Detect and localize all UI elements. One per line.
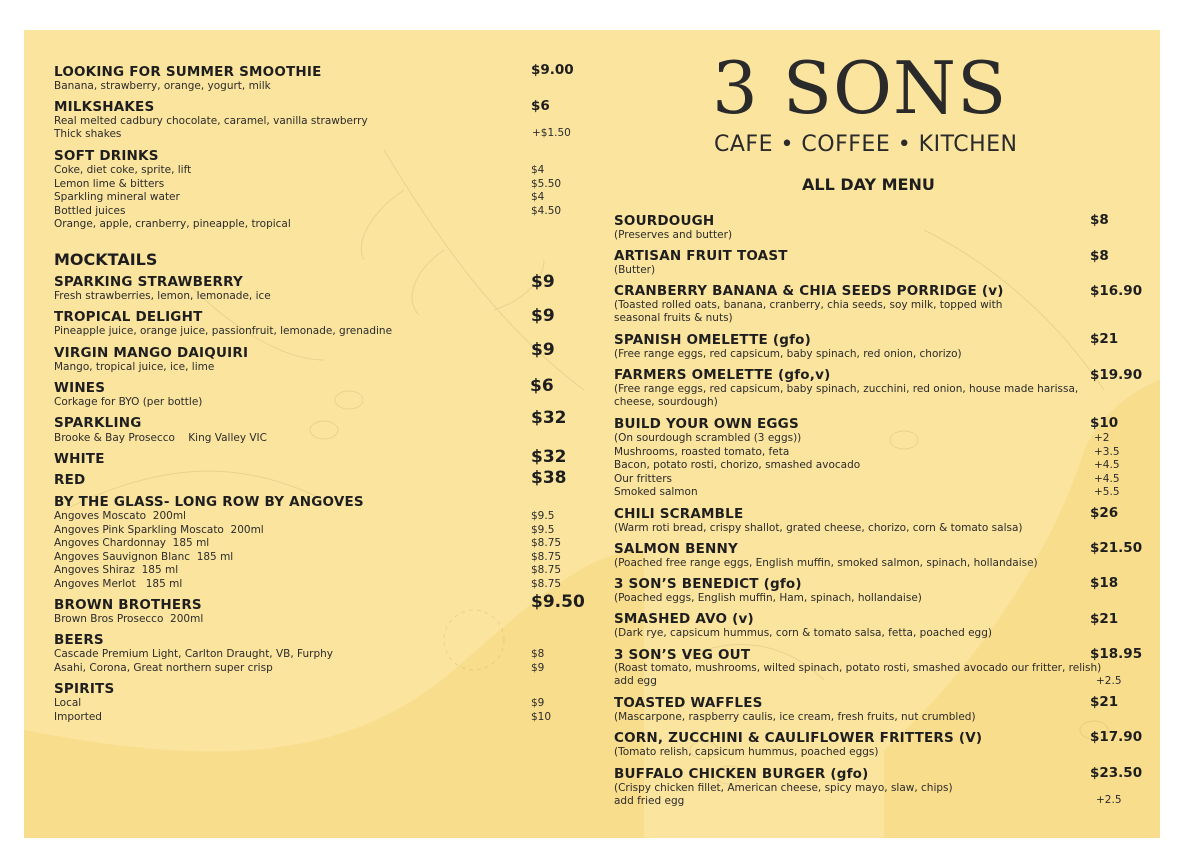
section-title: SPIRITS (54, 681, 115, 697)
item-title: CORN, ZUCCHINI & CAULIFLOWER FRITTERS (V) (614, 730, 983, 746)
list-beers-prices (531, 648, 544, 675)
list-item-price: $10 (531, 710, 552, 723)
item-price: $32 (531, 408, 567, 428)
brand-tagline: CAFE • COFFEE • KITCHEN (714, 132, 1018, 157)
list-item: Angoves Chardonnay 185 ml (54, 537, 210, 549)
list-soft-drinks-prices (531, 164, 561, 218)
item-price: $8 (1090, 212, 1109, 228)
item-price: $6 (530, 376, 554, 396)
item-sub: add fried egg (614, 795, 685, 807)
menu-title: ALL DAY MENU (802, 175, 935, 194)
list-item-price: $9.5 (531, 510, 555, 522)
item-desc: (Mascarpone, raspberry caulis, ice cream, fresh fruits, nut crumbled) (614, 711, 976, 723)
item-price: $9.00 (531, 62, 574, 78)
item-desc: (Dark rye, capsicum hummus, corn & tomato salsa, fetta, poached egg) (614, 627, 992, 639)
list-item: Angoves Pink Sparkling Moscato 200ml (54, 523, 264, 536)
item-title: VIRGIN MANGO DAIQUIRI (54, 345, 249, 361)
section-title: BY THE GLASS- LONG ROW BY ANGOVES (54, 494, 364, 510)
list-item: Mushrooms, roasted tomato, feta (614, 445, 790, 458)
item-price: $9 (531, 272, 555, 292)
item-price: $8 (1090, 248, 1109, 264)
list-item-price: $8.75 (531, 537, 562, 549)
item-sub-price: +2.5 (1096, 675, 1122, 687)
list-item-price: $4 (531, 164, 545, 176)
item-title: SOURDOUGH (614, 213, 715, 229)
list-item-price: +5.5 (1094, 486, 1120, 498)
list-item: Angoves Shiraz 185 ml (54, 564, 179, 576)
item-desc: Mango, tropical juice, ice, lime (54, 361, 215, 373)
item-price: $21 (1090, 694, 1119, 710)
item-title: MILKSHAKES (54, 99, 155, 115)
list-item-price: $9 (531, 697, 545, 709)
list-item: Bottled juices (54, 204, 126, 217)
item-title: CRANBERRY BANANA & CHIA SEEDS PORRIDGE (v) (614, 283, 1004, 299)
section-title: SOFT DRINKS (54, 148, 159, 164)
item-desc: (Roast tomato, mushrooms, wilted spinach, potato rosti, smashed avocado our fritter, relish) (614, 662, 1102, 674)
list-item: Angoves Moscato 200ml (54, 510, 186, 522)
item-desc: Fresh strawberries, lemon, lemonade, ice (54, 290, 271, 302)
item-title: WINES (54, 380, 106, 396)
item-title: RED (54, 472, 86, 488)
list-item: Sparkling mineral water (54, 191, 180, 203)
item-price: $16.90 (1090, 283, 1143, 299)
list-item-price: +2 (1094, 432, 1110, 444)
item-desc: Brown Bros Prosecco 200ml (54, 613, 204, 625)
list-by-glass (54, 510, 264, 591)
item-price: $18 (1090, 575, 1119, 591)
item-desc: (Free range eggs, red capsicum, baby spinach, red onion, chorizo) (614, 348, 962, 360)
list-byo-eggs (614, 432, 860, 500)
item-desc: Brooke & Bay Prosecco King Valley VIC (54, 432, 267, 444)
item-desc: (Poached eggs, English muffin, Ham, spinach, hollandaise) (614, 592, 922, 604)
item-price: $6 (531, 98, 550, 114)
item-price: $10 (1090, 415, 1119, 431)
list-spirits-prices (531, 697, 551, 724)
item-price: $32 (531, 447, 567, 467)
menu-sheet (24, 30, 1160, 838)
list-item-price: $8.75 (531, 577, 562, 590)
list-item-price: $9.5 (531, 523, 555, 536)
item-desc: Banana, strawberry, orange, yogurt, milk (54, 80, 271, 92)
item-title: SPARKING STRAWBERRY (54, 274, 243, 290)
item-price: $21 (1090, 611, 1119, 627)
item-sub-price: +$1.50 (532, 127, 571, 139)
list-item-price: $5.50 (531, 177, 562, 190)
list-item-price: $9 (531, 661, 545, 674)
item-desc: (Poached free range eggs, English muffin, smoked salmon, spinach, hollandaise) (614, 557, 1038, 569)
list-item-price: $8.75 (531, 550, 562, 563)
item-desc: (Tomato relish, capsicum hummus, poached eggs) (614, 746, 879, 758)
item-desc: Corkage for BYO (per bottle) (54, 396, 203, 408)
item-title: 3 SON’S BENEDICT (gfo) (614, 576, 802, 592)
item-title: SMASHED AVO (v) (614, 611, 754, 627)
item-title: BROWN BROTHERS (54, 597, 202, 613)
list-item-price: $8 (531, 648, 545, 660)
item-title: 3 SON’S VEG OUT (614, 647, 751, 663)
list-item: Lemon lime & bitters (54, 177, 165, 190)
item-sub-price: +2.5 (1096, 794, 1122, 806)
item-title: TROPICAL DELIGHT (54, 309, 203, 325)
list-beers (54, 648, 333, 675)
item-desc: (Crispy chicken fillet, American cheese, spicy mayo, slaw, chips) (614, 782, 953, 794)
list-item: Angoves Merlot 185 ml (54, 577, 183, 590)
item-desc: (Toasted rolled oats, banana, cranberry, chia seeds, soy milk, topped with (614, 299, 1003, 311)
item-title: ARTISAN FRUIT TOAST (614, 248, 788, 264)
list-item: (On sourdough scrambled (3 eggs)) (614, 432, 802, 444)
item-price: $38 (531, 468, 567, 488)
list-item: Cascade Premium Light, Carlton Draught, VB, Furphy (54, 648, 334, 660)
item-desc: seasonal fruits & nuts) (614, 312, 733, 324)
section-heading-mocktails: MOCKTAILS (54, 250, 158, 269)
item-price: $9.50 (531, 592, 585, 612)
list-item: Local (54, 697, 82, 709)
list-item-price: $8.75 (531, 564, 562, 576)
brand-logo: 3 SONS (712, 46, 1008, 130)
item-desc: (Free range eggs, red capsicum, baby spinach, zucchini, red onion, house made harissa, (614, 383, 1079, 395)
item-desc: Real melted cadbury chocolate, caramel, vanilla strawberry (54, 115, 368, 127)
list-item: Bacon, potato rosti, chorizo, smashed avocado (614, 459, 861, 471)
item-price: $18.95 (1090, 646, 1143, 662)
item-desc: cheese, sourdough) (614, 396, 718, 408)
item-price: $21.50 (1090, 540, 1143, 556)
list-byo-eggs-prices (1094, 432, 1120, 500)
list-item-price: $4.50 (531, 204, 562, 217)
item-title: LOOKING FOR SUMMER SMOOTHIE (54, 64, 322, 80)
list-item-price: +4.5 (1094, 459, 1120, 471)
item-desc: (Preserves and butter) (614, 229, 733, 241)
list-item: Our fritters (614, 472, 672, 485)
list-item: Angoves Sauvignon Blanc 185 ml (54, 550, 234, 563)
item-price: $19.90 (1090, 367, 1143, 383)
list-item-price: +4.5 (1094, 472, 1120, 485)
item-price: $21 (1090, 331, 1119, 347)
item-title: SPARKLING (54, 415, 142, 431)
item-title: BUILD YOUR OWN EGGS (614, 416, 799, 432)
item-title: TOASTED WAFFLES (614, 695, 763, 711)
item-price: $23.50 (1090, 765, 1143, 781)
item-title: FARMERS OMELETTE (gfo,v) (614, 367, 831, 383)
list-spirits (54, 697, 102, 724)
list-item: Smoked salmon (614, 486, 698, 498)
section-title: BEERS (54, 632, 104, 648)
list-by-glass-prices (531, 510, 561, 591)
item-title: CHILI SCRAMBLE (614, 506, 744, 522)
item-desc: (Butter) (614, 264, 656, 276)
list-item: Asahi, Corona, Great northern super crisp (54, 661, 273, 674)
list-item: Imported (54, 710, 102, 723)
item-desc: (Warm roti bread, crispy shallot, grated cheese, chorizo, corn & tomato salsa) (614, 522, 1023, 534)
item-title: SPANISH OMELETTE (gfo) (614, 332, 812, 348)
item-price: $9 (531, 340, 555, 360)
item-sub: add egg (614, 675, 657, 687)
item-price: $17.90 (1090, 729, 1143, 745)
item-title: BUFFALO CHICKEN BURGER (gfo) (614, 766, 869, 782)
item-price: $9 (531, 306, 555, 326)
item-price: $26 (1090, 505, 1119, 521)
item-title: WHITE (54, 451, 105, 467)
list-soft-drinks (54, 164, 291, 232)
item-desc: Pineapple juice, orange juice, passionfruit, lemonade, grenadine (54, 325, 393, 337)
item-title: SALMON BENNY (614, 541, 738, 557)
list-item: Coke, diet coke, sprite, lift (54, 164, 192, 176)
item-sub: Thick shakes (54, 128, 122, 140)
list-item-price: +3.5 (1094, 445, 1120, 458)
list-item-price: $4 (531, 191, 545, 203)
list-item: Orange, apple, cranberry, pineapple, tropical (54, 218, 291, 230)
